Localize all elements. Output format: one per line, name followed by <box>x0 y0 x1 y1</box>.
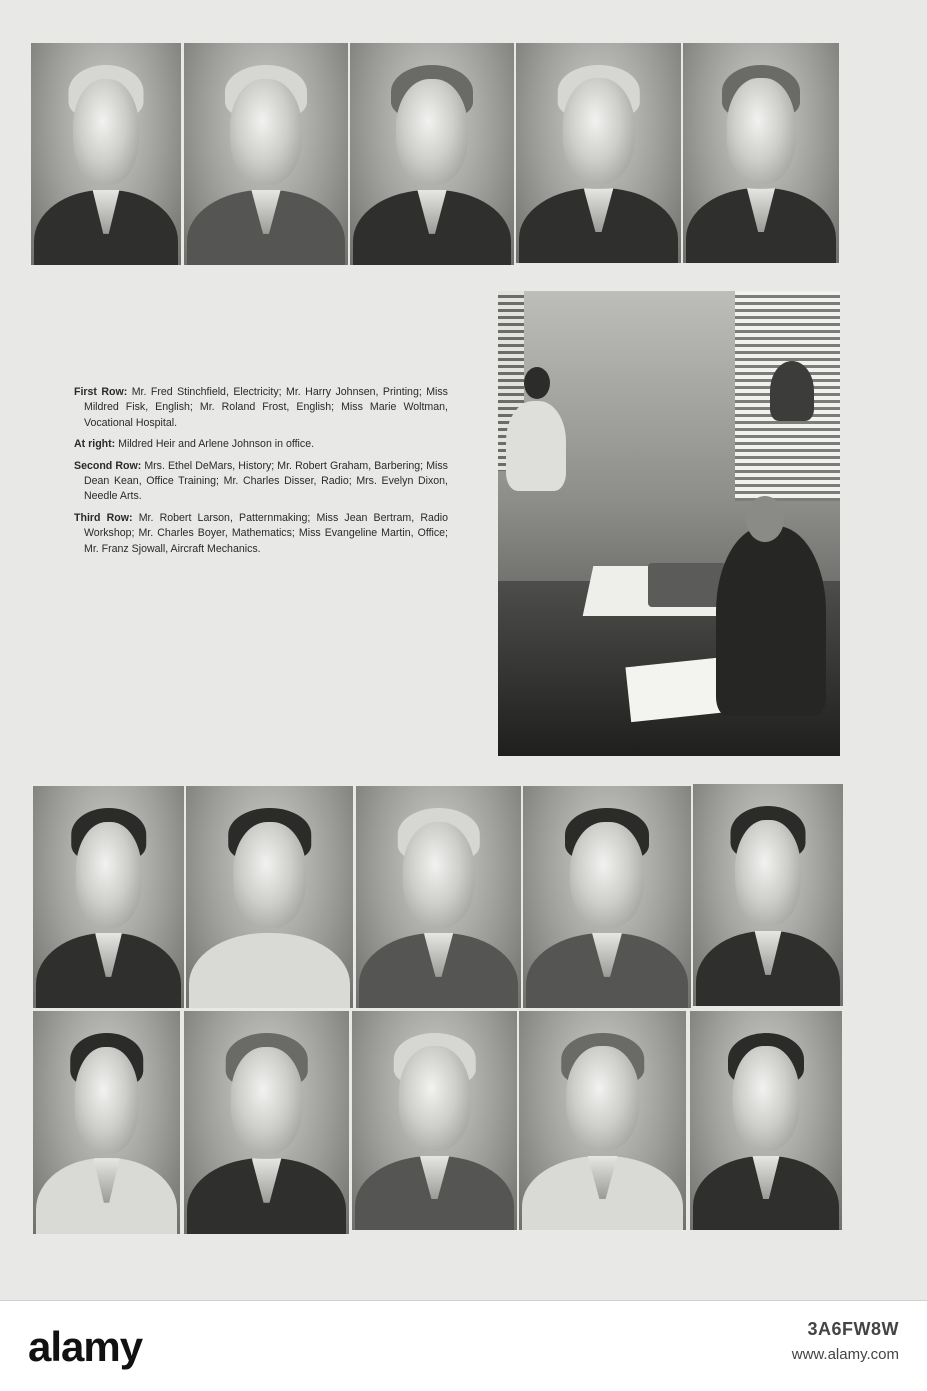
caption-second-row <box>74 459 448 505</box>
portrait-charles-boyer <box>352 1011 517 1230</box>
alamy-logo: alamy <box>28 1323 143 1370</box>
portrait-robert-larson <box>33 1011 180 1234</box>
portrait-dean-kean <box>356 786 521 1008</box>
portrait-roland-frost <box>516 43 681 263</box>
caption-third-row-label: Third Row: <box>74 511 133 524</box>
caption-third-row <box>74 511 448 557</box>
caption-block <box>74 385 448 563</box>
caption-at-right <box>74 437 448 452</box>
portrait-robert-graham <box>186 786 353 1008</box>
caption-third-row-text: Mr. Robert Larson, Patternmaking; Miss Jean Bertram, Radio Workshop; Mr. Charles Boyer, Mathematics; Miss Evangeline Martin, Office; Mr. Franz Sjowall, Aircraft Mechanics. <box>84 511 449 555</box>
image-id: 3A6FW8W <box>807 1319 899 1339</box>
image-info <box>792 1319 899 1363</box>
caption-at-right-label: At right: <box>74 438 116 451</box>
portrait-ethel-demars <box>33 786 184 1008</box>
portrait-marie-woltman <box>683 43 839 263</box>
caption-first-row <box>74 385 448 431</box>
portrait-jean-bertram <box>184 1011 349 1234</box>
portrait-fred-stinchfield <box>31 43 181 265</box>
portrait-charles-disser <box>523 786 691 1008</box>
caption-at-right-text: Mildred Heir and Arlene Johnson in office. <box>118 438 315 451</box>
site-url: www.alamy.com <box>791 1346 899 1363</box>
caption-first-row-label: First Row: <box>74 386 128 398</box>
portrait-mildred-fisk <box>350 43 514 265</box>
portrait-franz-sjowall <box>690 1011 842 1230</box>
portrait-evelyn-dixon <box>693 784 843 1006</box>
portrait-harry-johnsen <box>184 43 348 265</box>
caption-second-row-text: Mrs. Ethel DeMars, History; Mr. Robert Graham, Barbering; Miss Dean Kean, Office Training; Mr. Charles Disser, Radio; Mrs. Evelyn Dixon, Needle Arts. <box>84 459 448 503</box>
caption-first-row-text: Mr. Fred Stinchfield, Electricity; Mr. Harry Johnsen, Printing; Miss Mildred Fisk, English; Mr. Roland Frost, English; Miss Marie Woltman, Vocational Hospital. <box>84 386 448 429</box>
office-photo <box>498 291 840 756</box>
caption-second-row-label: Second Row: <box>74 459 142 472</box>
stock-footer <box>0 1300 927 1391</box>
portrait-evangeline-martin <box>519 1011 686 1230</box>
